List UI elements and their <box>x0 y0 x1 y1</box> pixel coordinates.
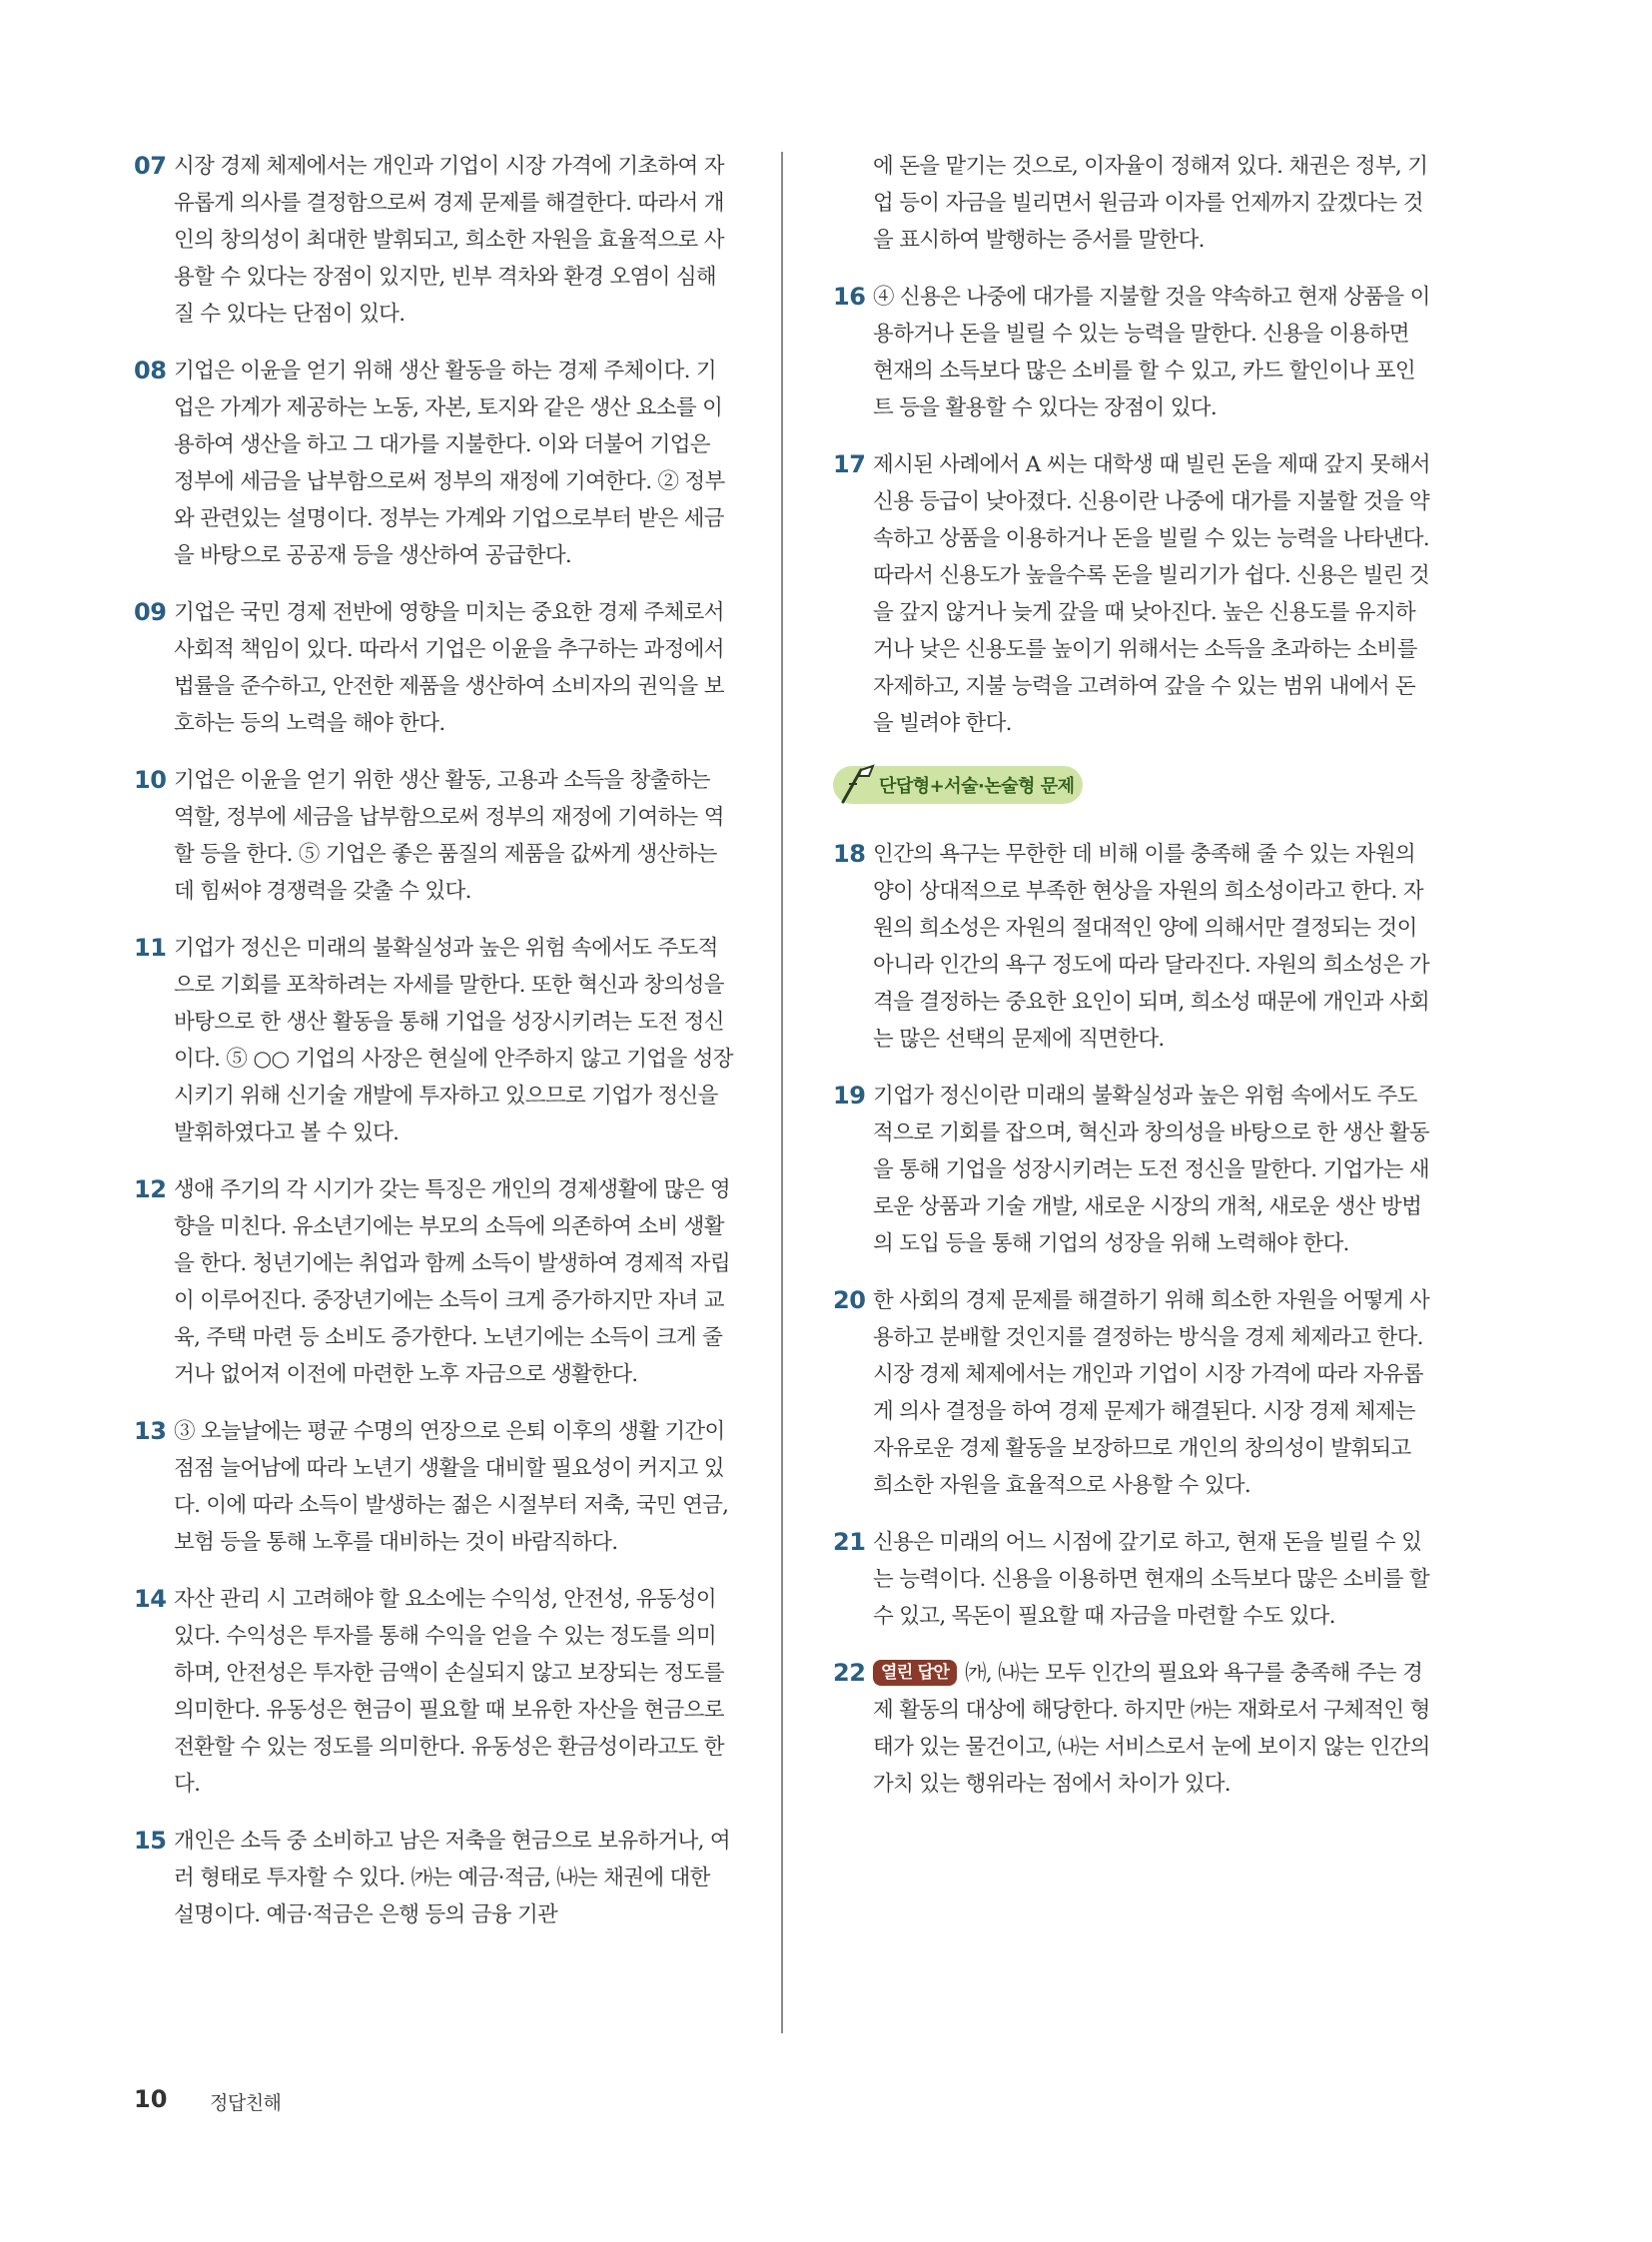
answer-text: 기업은 국민 경제 전반에 영향을 미치는 중요한 경제 주체로서 사회적 책임이 있다. 따라서 기업은 이윤을 추구하는 과정에서 법률을 준수하고, 안전한 제품을 생산하여 소비자의 권익을 보호하는 등의 노력을 해야 한다. <box>174 600 724 736</box>
answer-number: 09 <box>134 598 167 626</box>
answer-text: 자산 관리 시 고려해야 할 요소에는 수익성, 안전성, 유동성이 있다. 수익성은 투자를 통해 수익을 얻을 수 있는 정도를 의미하며, 안전성은 투자한 금액이 손실되지 않고 보장되는 정도를 의미한다. 유동성은 현금이 필요할 때 보유한 자산을 현금으로 전환할 수 있는 정도를 의미한다. 유동성은 환금성이라고도 한다. <box>174 1587 724 1797</box>
answer-item-07 <box>134 148 733 333</box>
answer-text: ④ 신용은 나중에 대가를 지불할 것을 약속하고 현재 상품을 이용하거나 돈을 빌릴 수 있는 능력을 말한다. 신용을 이용하면 현재의 소득보다 많은 소비를 할 수 있고, 카드 할인이나 포인트 등을 활용할 수 있다는 장점이 있다. <box>873 285 1430 420</box>
answer-number: 20 <box>833 1286 866 1314</box>
left-column <box>134 148 733 1953</box>
answer-item-15-continued <box>833 148 1432 259</box>
answer-item-16 <box>833 279 1432 426</box>
answer-number: 17 <box>833 450 866 478</box>
right-column <box>833 148 1432 1823</box>
answer-number: 11 <box>134 934 167 962</box>
answer-number: 21 <box>833 1528 866 1556</box>
answer-number: 14 <box>134 1585 167 1613</box>
answer-number: 19 <box>833 1082 866 1110</box>
answer-number: 15 <box>134 1827 167 1855</box>
answer-text: 에 돈을 맡기는 것으로, 이자율이 정해져 있다. 채권은 정부, 기업 등이 자금을 빌리면서 원금과 이자를 언제까지 갚겠다는 것을 표시하여 발행하는 증서를 말한다. <box>873 154 1428 253</box>
answer-number: 10 <box>134 766 167 794</box>
answer-item-11 <box>134 930 733 1151</box>
answer-number: 16 <box>833 283 866 311</box>
answer-text: 생애 주기의 각 시기가 갖는 특징은 개인의 경제생활에 많은 영향을 미친다. 유소년기에는 부모의 소득에 의존하여 소비 생활을 한다. 청년기에는 취업과 함께 소득이 발생하여 경제적 자립이 이루어진다. 중장년기에는 소득이 크게 증가하지만 자녀 교육, 주택 마련 등 소비도 증가한다. 노년기에는 소득이 크게 줄거나 없어져 이전에 마련한 노후 자금으로 생활한다. <box>174 1177 730 1387</box>
answer-text: 기업은 이윤을 얻기 위해 생산 활동을 하는 경제 주체이다. 기업은 가계가 제공하는 노동, 자본, 토지와 같은 생산 요소를 이용하여 생산을 하고 그 대가를 지불한다. 이와 더불어 기업은 정부에 세금을 납부함으로써 정부의 재정에 기여한다. ② 정부와 관련있는 설명이다. 정부는 가계와 기업으로부터 받은 세금을 바탕으로 공공재 등을 생산하여 공급한다. <box>174 359 725 568</box>
answer-text: 개인은 소득 중 소비하고 남은 저축을 현금으로 보유하거나, 여러 형태로 투자할 수 있다. ㈎는 예금·적금, ㈏는 채권에 대한 설명이다. 예금·적금은 은행 등의 금융 기관 <box>174 1829 730 1927</box>
answer-item-19 <box>833 1078 1432 1262</box>
answer-number: 08 <box>134 357 167 384</box>
answer-number: 13 <box>134 1417 167 1445</box>
answer-number: 22 <box>833 1659 866 1687</box>
answer-text: 기업가 정신은 미래의 불확실성과 높은 위험 속에서도 주도적으로 기회를 포착하려는 자세를 말한다. 또한 혁신과 창의성을 바탕으로 한 생산 활동을 통해 기업을 성장시키려는 도전 정신이다. ⑤ ○○ 기업의 사장은 현실에 안주하지 않고 기업을 성장시키기 위해 신기술 개발에 투자하고 있으므로 기업가 정신을 발휘하였다고 볼 수 있다. <box>174 936 733 1145</box>
column-divider <box>781 152 783 2033</box>
answer-item-21 <box>833 1524 1432 1635</box>
answer-item-09 <box>134 594 733 742</box>
answer-number: 12 <box>134 1175 167 1203</box>
answer-text: 한 사회의 경제 문제를 해결하기 위해 희소한 자원을 어떻게 사용하고 분배할 것인지를 결정하는 방식을 경제 체제라고 한다. 시장 경제 체제에서는 개인과 기업이 시장 가격에 따라 자유롭게 의사 결정을 하여 경제 문제가 해결된다. 시장 경제 체제는 자유로운 경제 활동을 보장하므로 개인의 창의성이 발휘되고 희소한 자원을 효율적으로 사용할 수 있다. <box>873 1288 1429 1498</box>
answer-item-17 <box>833 446 1432 742</box>
answer-number: 07 <box>134 152 167 180</box>
answer-text: 제시된 사례에서 A 씨는 대학생 때 빌린 돈을 제때 갚지 못해서 신용 등급이 낮아졌다. 신용이란 나중에 대가를 지불할 것을 약속하고 상품을 이용하거나 돈을 빌릴 수 있는 능력을 나타낸다. 따라서 신용도가 높을수록 돈을 빌리기가 쉽다. 신용은 빌린 것을 갚지 않거나 늦게 갚을 때 낮아진다. 높은 신용도를 유지하거나 낮은 신용도를 높이기 위해서는 소득을 초과하는 소비를 자제하고, 지불 능력을 고려하여 갚을 수 있는 범위 내에서 돈을 빌려야 한다. <box>873 452 1430 736</box>
open-answer-badge: 열린 답안 <box>873 1660 957 1686</box>
section-banner-label: 단답형+서술·논술형 문제 <box>879 776 1075 797</box>
answer-item-22 <box>833 1655 1432 1803</box>
answer-text-container <box>873 1655 1432 1803</box>
answer-item-10 <box>134 762 733 910</box>
answer-text: 기업은 이윤을 얻기 위한 생산 활동, 고용과 소득을 창출하는 역할, 정부에 세금을 납부함으로써 정부의 재정에 기여하는 역할 등을 한다. ⑤ 기업은 좋은 품질의 제품을 값싸게 생산하는 데 힘써야 경쟁력을 갖출 수 있다. <box>174 768 724 904</box>
book-title: 정답친해 <box>210 2092 282 2114</box>
answer-text: ㈎, ㈏는 모두 인간의 필요와 욕구를 충족해 주는 경제 활동의 대상에 해당한다. 하지만 ㈎는 재화로서 구체적인 형태가 있는 물건이고, ㈏는 서비스로서 눈에 보이지 않는 인간의 가치 있는 행위라는 점에서 차이가 있다. <box>873 1661 1430 1797</box>
answer-item-14 <box>134 1581 733 1803</box>
answer-text: 신용은 미래의 어느 시점에 갚기로 하고, 현재 돈을 빌릴 수 있는 능력이다. 신용을 이용하면 현재의 소득보다 많은 소비를 할 수 있고, 목돈이 필요할 때 자금을 마련할 수도 있다. <box>873 1530 1429 1629</box>
pencil-flag-icon <box>835 762 879 806</box>
answer-item-18 <box>833 836 1432 1058</box>
answer-item-15 <box>134 1823 733 1933</box>
section-banner <box>833 762 1432 810</box>
answer-text: 기업가 정신이란 미래의 불확실성과 높은 위험 속에서도 주도적으로 기회를 잡으며, 혁신과 창의성을 바탕으로 한 생산 활동을 통해 기업을 성장시키려는 도전 정신을 말한다. 기업가는 새로운 상품과 기술 개발, 새로운 시장의 개척, 새로운 생산 방법의 도입 등을 통해 기업의 성장을 위해 노력해야 한다. <box>873 1084 1429 1256</box>
answer-text: 인간의 욕구는 무한한 데 비해 이를 충족해 줄 수 있는 자원의 양이 상대적으로 부족한 현상을 자원의 희소성이라고 한다. 자원의 희소성은 자원의 절대적인 양에 의해서만 결정되는 것이 아니라 인간의 욕구 정도에 따라 달라진다. 자원의 희소성은 가격을 결정하는 중요한 요인이 되며, 희소성 때문에 개인과 사회는 많은 선택의 문제에 직면한다. <box>873 842 1429 1052</box>
answer-number: 18 <box>833 840 866 868</box>
answer-item-13 <box>134 1413 733 1561</box>
answer-text: ③ 오늘날에는 평균 수명의 연장으로 은퇴 이후의 생활 기간이 점점 늘어남에 따라 노년기 생활을 대비할 필요성이 커지고 있다. 이에 따라 소득이 발생하는 젊은 시절부터 저축, 국민 연금, 보험 등을 통해 노후를 대비하는 것이 바람직하다. <box>174 1419 729 1555</box>
page-number: 10 <box>134 2085 168 2113</box>
answer-item-20 <box>833 1282 1432 1504</box>
answer-text: 시장 경제 체제에서는 개인과 기업이 시장 가격에 기초하여 자유롭게 의사를 결정함으로써 경제 문제를 해결한다. 따라서 개인의 창의성이 최대한 발휘되고, 희소한 자원을 효율적으로 사용할 수 있다는 장점이 있지만, 빈부 격차와 환경 오염이 심해질 수 있다는 단점이 있다. <box>174 154 724 327</box>
answer-item-12 <box>134 1171 733 1393</box>
answer-item-08 <box>134 353 733 574</box>
